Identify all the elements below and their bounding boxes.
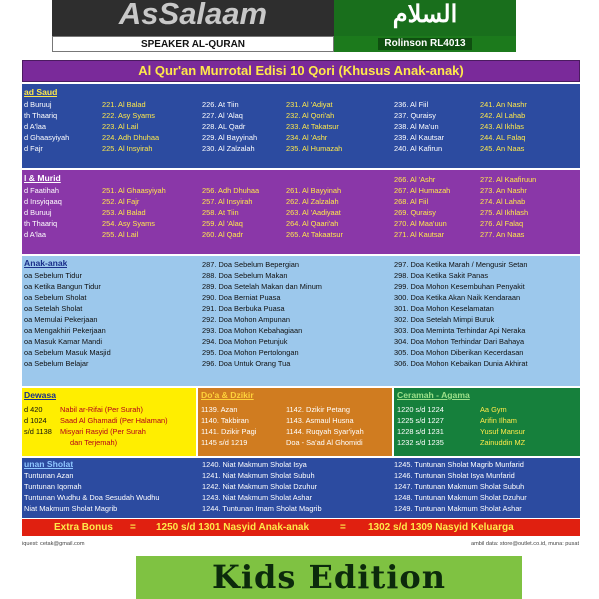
list-item: d 420 <box>24 405 43 414</box>
speaker-label: SPEAKER AL-QURAN <box>52 36 334 52</box>
col <box>24 470 159 514</box>
list-item: 269. Quraisy <box>394 208 436 217</box>
col <box>102 99 159 154</box>
list-item: 296. Doa Untuk Orang Tua <box>202 359 291 368</box>
list-item: 256. Adh Dhuhaa <box>202 186 260 195</box>
list-item: 242. Al Lahab <box>480 111 526 120</box>
list-item: 1232 s/d 1235 <box>397 438 444 447</box>
list-item: 241. An Nashr <box>480 100 527 109</box>
list-item: 1139. Azan <box>201 405 238 414</box>
section-tuntunan-sholat <box>22 458 580 518</box>
list-item: 277. An Naas <box>480 230 525 239</box>
col <box>102 185 166 240</box>
list-item: 1249. Tuntunan Makmum Sholat Ashar <box>394 504 522 513</box>
list-item: 306. Doa Mohon Kebaikan Dunia Akhirat <box>394 359 528 368</box>
section-doa-anak <box>22 256 580 386</box>
section-saud <box>22 84 580 168</box>
section-murid <box>22 170 580 254</box>
col <box>480 99 527 154</box>
section-doa-dzikir <box>198 388 392 456</box>
list-item: 299. Doa Mohon Kesembuhan Penyakit <box>394 282 525 291</box>
list-item: 1248. Tuntunan Makmum Sholat Dzuhur <box>394 493 527 502</box>
list-item: d A'laa <box>24 230 46 239</box>
list-item: 1220 s/d 1224 <box>397 405 444 414</box>
list-item: d Buruuj <box>24 208 52 217</box>
list-item: 271. Al Kautsar <box>394 230 445 239</box>
col <box>24 99 69 154</box>
list-item: Nabil ar-Rifai (Per Surah) <box>60 405 143 414</box>
list-item: oa Sebelum Belajar <box>24 359 89 368</box>
bonus-nasyid-anak: 1250 s/d 1301 Nasyid Anak-anak <box>156 522 310 533</box>
col <box>480 174 536 240</box>
list-item: dan Terjemah) <box>70 438 118 447</box>
list-item: 288. Doa Sebelum Makan <box>202 271 288 280</box>
kids-edition-label: Kids Edition <box>212 558 446 596</box>
list-item: 245. An Naas <box>480 144 525 153</box>
footer-left: iquest: cetak@gmail.com <box>22 541 85 547</box>
list-item: 260. Al Qadr <box>202 230 244 239</box>
list-item: 257. Al Insyirah <box>202 197 253 206</box>
list-item: s/d 1138 <box>24 427 52 436</box>
list-item: th Thaariq <box>24 219 58 228</box>
footer-right: ambil data: store@outlet.co.id, muna: pusat <box>471 541 579 547</box>
list-item: 232. Al Qori'ah <box>286 111 335 120</box>
list-item: 289. Doa Setelah Makan dan Minum <box>202 282 322 291</box>
list-item: d A'laa <box>24 122 46 131</box>
list-item: 261. Al Bayyinah <box>286 186 342 195</box>
list-item: oa Masuk Kamar Mandi <box>24 337 103 346</box>
list-item: 227. Al 'Alaq <box>202 111 243 120</box>
list-item: 1143. Asmaul Husna <box>286 416 354 425</box>
list-item: 1245. Tuntunan Sholat Magrib Munfarid <box>394 460 524 469</box>
list-item: 259. Al 'Alaq <box>202 219 243 228</box>
list-item: 266. Al 'Ashr <box>394 175 436 184</box>
list-item: d Ghaasyiyah <box>24 133 70 142</box>
list-item: 1141. Dzikir Pagi <box>201 427 257 436</box>
list-item: 258. At Tiin <box>202 208 239 217</box>
list-item: 238. Al Ma'un <box>394 122 439 131</box>
list-item: 275. Al Ikhlash <box>480 208 529 217</box>
list-item: Saad Al Ghamadi (Per Halaman) <box>60 416 168 425</box>
list-item: 1228 s/d 1231 <box>397 427 444 436</box>
list-item: 236. Al Fiil <box>394 100 429 109</box>
list-item: 276. Al Falaq <box>480 219 524 228</box>
list-item: 292. Doa Mohon Ampunan <box>202 315 290 324</box>
section-header: l & Murid <box>24 173 61 183</box>
col <box>286 185 343 240</box>
list-item: 287. Doa Sebelum Bepergian <box>202 260 299 269</box>
list-item: 1144. Ruqyah Syar'iyah <box>286 427 364 436</box>
list-item: 1247. Tuntunan Makmum Sholat Subuh <box>394 482 525 491</box>
list-item: th Thaariq <box>24 111 58 120</box>
col <box>394 99 444 154</box>
title-bar <box>22 60 580 82</box>
list-item: 268. Al Fiil <box>394 197 429 206</box>
list-item: 230. Al Zalzalah <box>202 144 255 153</box>
list-item: 295. Doa Mohon Pertolongan <box>202 348 299 357</box>
list-item: 222. Asy Syams <box>102 111 155 120</box>
list-item: 262. Al Zalzalah <box>286 197 339 206</box>
list-item: Misyari Rasyid (Per Surah <box>60 427 146 436</box>
list-item: 297. Doa Ketika Marah / Mengusir Setan <box>394 260 528 269</box>
col <box>202 259 322 369</box>
list-item: oa Sebelum Masuk Masjid <box>24 348 111 357</box>
col <box>24 270 111 369</box>
list-item: 1243. Niat Makmum Sholat Ashar <box>202 493 313 502</box>
section-header: Anak-anak <box>24 258 68 268</box>
list-item: Aa Gym <box>480 405 507 414</box>
list-item: Zainuddin MZ <box>480 438 526 447</box>
section-header: unan Sholat <box>24 459 74 469</box>
col <box>24 404 52 437</box>
bonus-label: Extra Bonus <box>54 522 113 533</box>
col <box>201 404 256 448</box>
list-item: oa Memulai Pekerjaan <box>24 315 98 324</box>
list-item: 1145 s/d 1219 <box>201 438 248 447</box>
list-item: 1242. Niat Makmum Sholat Dzuhur <box>202 482 318 491</box>
list-item: Tuntunan Azan <box>24 471 74 480</box>
bonus-eq: = <box>130 522 136 533</box>
list-item: oa Setelah Sholat <box>24 304 83 313</box>
list-item: 293. Doa Mohon Kebahagiaan <box>202 326 303 335</box>
list-item: 1240. Niat Makmum Sholat Isya <box>202 460 307 469</box>
list-item: 263. Al 'Aadiyaat <box>286 208 341 217</box>
list-item: Arifin Ilham <box>480 416 517 425</box>
col <box>202 185 259 240</box>
list-item: 301. Doa Mohon Keselamatan <box>394 304 494 313</box>
list-item: 251. Al Ghaasyiyah <box>102 186 166 195</box>
brand-logo-arabic: السلام <box>334 0 516 36</box>
list-item: oa Mengakhiri Pekerjaan <box>24 326 106 335</box>
page-title: Al Qur'an Murrotal Edisi 10 Qori (Khusus Anak-anak) <box>138 63 464 78</box>
bonus-eq: = <box>340 522 346 533</box>
list-item: 1244. Tuntunan Imam Sholat Magrib <box>202 504 322 513</box>
col <box>480 404 525 448</box>
list-item: 1246. Tuntunan Sholat Isya Munfarid <box>394 471 515 480</box>
list-item: 264. Al Qaari'ah <box>286 219 339 228</box>
list-item: 240. Al Kafirun <box>394 144 443 153</box>
list-item: 1142. Dzikir Petang <box>286 405 350 414</box>
model-label: Rolinson RL4013 <box>378 38 471 50</box>
list-item: 221. Al Balad <box>102 100 146 109</box>
list-item: d Faatihah <box>24 186 59 195</box>
list-item: oa Sebelum Tidur <box>24 271 82 280</box>
section-header: Dewasa <box>24 390 57 400</box>
bonus-nasyid-keluarga: 1302 s/d 1309 Nasyid Keluarga <box>368 522 514 533</box>
list-item: d 1024 <box>24 416 47 425</box>
list-item: 235. Al Humazah <box>286 144 343 153</box>
list-item: 1241. Niat Makmum Sholat Subuh <box>202 471 315 480</box>
section-ceramah <box>394 388 580 456</box>
list-item: 302. Doa Setelah Mimpi Buruk <box>394 315 495 324</box>
list-item: d Insyiqaaq <box>24 197 62 206</box>
list-item: 243. Al Ikhlas <box>480 122 524 131</box>
list-item: 291. Doa Berbuka Puasa <box>202 304 285 313</box>
bonus-bar <box>22 519 580 536</box>
list-item: 304. Doa Mohon Terhindar Dari Bahaya <box>394 337 525 346</box>
col <box>286 99 342 154</box>
list-item: 228. AL Qadr <box>202 122 246 131</box>
col <box>286 404 364 448</box>
brand-logo-latin: AsSalaam <box>52 0 334 36</box>
list-item: 224. Adh Dhuhaa <box>102 133 160 142</box>
list-item: 273. An Nashr <box>480 186 527 195</box>
list-item: oa Sebelum Sholat <box>24 293 87 302</box>
list-item: 305. Doa Mohon Diberikan Kecerdasan <box>394 348 524 357</box>
list-item: 253. Al Balad <box>102 208 146 217</box>
list-item: 244. AL Falaq <box>480 133 526 142</box>
list-item: oa Ketika Bangun Tidur <box>24 282 101 291</box>
col <box>394 174 450 240</box>
col <box>394 259 528 369</box>
section-header: Do'a & Dzikir <box>201 390 254 400</box>
col <box>202 99 257 154</box>
col <box>397 404 444 448</box>
list-item: 234. Al 'Ashr <box>286 133 328 142</box>
list-item: 225. Al Insyirah <box>102 144 153 153</box>
list-item: 1225 s/d 1227 <box>397 416 444 425</box>
list-item: 290. Doa Berniat Puasa <box>202 293 281 302</box>
list-item: 270. Al Maa'uun <box>394 219 447 228</box>
list-item: 239. Al Kautsar <box>394 133 445 142</box>
list-item: 274. Al Lahab <box>480 197 526 206</box>
list-item: 223. Al Lail <box>102 122 139 131</box>
model-badge <box>334 36 516 52</box>
list-item: 298. Doa Ketika Sakit Panas <box>394 271 489 280</box>
list-item: 272. Al Kaafiruun <box>480 175 537 184</box>
section-header: ad Saud <box>24 87 58 97</box>
list-item: 255. Al Lail <box>102 230 139 239</box>
col <box>394 459 527 514</box>
list-item: 1140. Takbiran <box>201 416 249 425</box>
list-item: 237. Quraisy <box>394 111 436 120</box>
list-item: 226. At Tiin <box>202 100 239 109</box>
list-item: 294. Doa Mohon Petunjuk <box>202 337 288 346</box>
list-item: d Buruuj <box>24 100 52 109</box>
list-item: d Fajr <box>24 144 43 153</box>
list-item: 303. Doa Meminta Terhindar Api Neraka <box>394 326 526 335</box>
list-item: 265. At Takaatsur <box>286 230 343 239</box>
col <box>24 185 62 240</box>
list-item: 267. Al Humazah <box>394 186 451 195</box>
section-header: Ceramah - Agama <box>397 390 470 400</box>
col <box>60 404 168 448</box>
list-item: 233. At Takatsur <box>286 122 339 131</box>
list-item: Tuntunan Wudhu & Doa Sesudah Wudhu <box>24 493 160 502</box>
list-item: 231. Al 'Adiyat <box>286 100 333 109</box>
section-dewasa <box>22 388 196 456</box>
list-item: 254. Asy Syams <box>102 219 155 228</box>
list-item: Yusuf Mansur <box>480 427 526 436</box>
list-item: 252. Al Fajr <box>102 197 140 206</box>
col <box>202 459 322 514</box>
list-item: Doa - Sa'ad Al Ghomidi <box>286 438 363 447</box>
kids-edition-banner <box>136 556 522 599</box>
list-item: 300. Doa Ketika Akan Naik Kendaraan <box>394 293 521 302</box>
list-item: 229. Al Bayyinah <box>202 133 258 142</box>
list-item: Tuntunan Iqomah <box>24 482 82 491</box>
list-item: Niat Makmum Sholat Magrib <box>24 504 118 513</box>
